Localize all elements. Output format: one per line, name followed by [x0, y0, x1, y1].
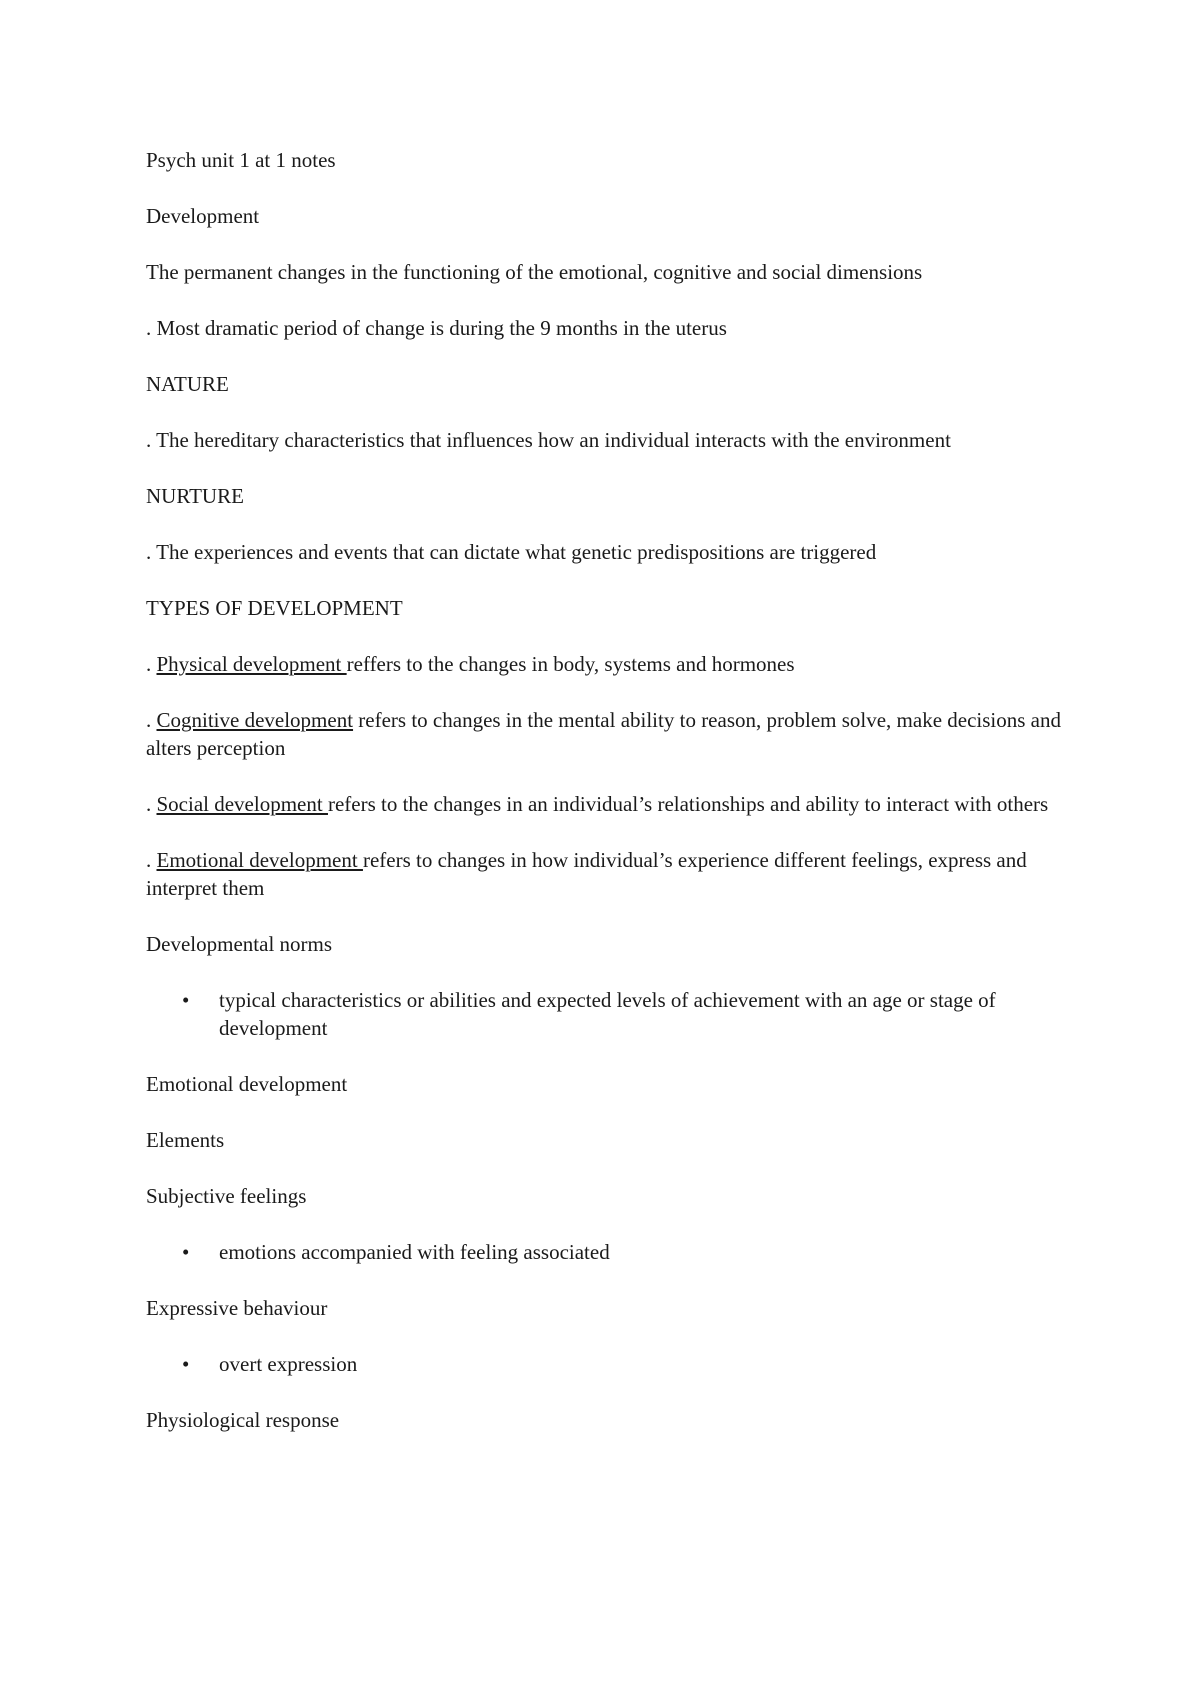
- types-heading: TYPES OF DEVELOPMENT: [146, 596, 403, 620]
- expressive-list: [146, 1350, 1061, 1378]
- emotional-heading: Emotional development: [146, 1072, 348, 1096]
- type-prefix: .: [146, 708, 157, 732]
- type-physical: [146, 650, 1061, 678]
- type-term: Physical development: [156, 652, 347, 676]
- elements-heading: Elements: [146, 1128, 225, 1152]
- type-social: [146, 790, 1061, 818]
- type-prefix: .: [146, 848, 157, 872]
- expressive-heading: Expressive behaviour: [146, 1296, 328, 1320]
- development-heading: Development: [146, 204, 260, 228]
- type-term: Emotional development: [156, 848, 363, 872]
- nature-text: . The hereditary characteristics that influences how an individual interacts with the environment: [146, 428, 951, 452]
- type-term: Social development: [156, 792, 328, 816]
- type-prefix: .: [146, 652, 157, 676]
- type-term: Cognitive development: [156, 708, 354, 732]
- list-item-text: overt expression: [219, 1352, 358, 1376]
- nurture-text: . The experiences and events that can dictate what genetic predispositions are triggered: [146, 540, 877, 564]
- bullet-icon: •: [182, 988, 190, 1012]
- list-item: [146, 1238, 1061, 1266]
- norms-list: [146, 986, 1061, 1042]
- type-description: refers to changes in the mental ability to reason, problem solve, make decisions and alters perception: [146, 708, 1062, 760]
- subjective-list: [146, 1238, 1061, 1266]
- norms-heading: Developmental norms: [146, 932, 333, 956]
- list-item-text: typical characteristics or abilities and expected levels of achievement with an age or stage of development: [219, 988, 996, 1040]
- type-description: refers to changes in how individual’s experience different feelings, express and interpret them: [146, 848, 1027, 900]
- list-item: [146, 1350, 1061, 1378]
- physiological-heading: Physiological response: [146, 1408, 340, 1432]
- subjective-heading: Subjective feelings: [146, 1184, 307, 1208]
- list-item-text: emotions accompanied with feeling associated: [219, 1240, 610, 1264]
- development-definition: The permanent changes in the functioning of the emotional, cognitive and social dimensions: [146, 260, 923, 284]
- type-description: refers to the changes in an individual’s relationships and ability to interact with others: [327, 792, 1049, 816]
- nature-heading: NATURE: [146, 372, 229, 396]
- document-title: Psych unit 1 at 1 notes: [146, 148, 336, 172]
- development-note: . Most dramatic period of change is during the 9 months in the uterus: [146, 316, 727, 340]
- type-emotional: [146, 846, 1061, 902]
- type-description: reffers to the changes in body, systems and hormones: [346, 652, 795, 676]
- nurture-heading: NURTURE: [146, 484, 244, 508]
- bullet-icon: •: [182, 1240, 190, 1264]
- type-prefix: .: [146, 792, 157, 816]
- document-body: [146, 146, 1061, 1462]
- type-cognitive: [146, 706, 1061, 762]
- bullet-icon: •: [182, 1352, 190, 1376]
- list-item: [146, 986, 1061, 1042]
